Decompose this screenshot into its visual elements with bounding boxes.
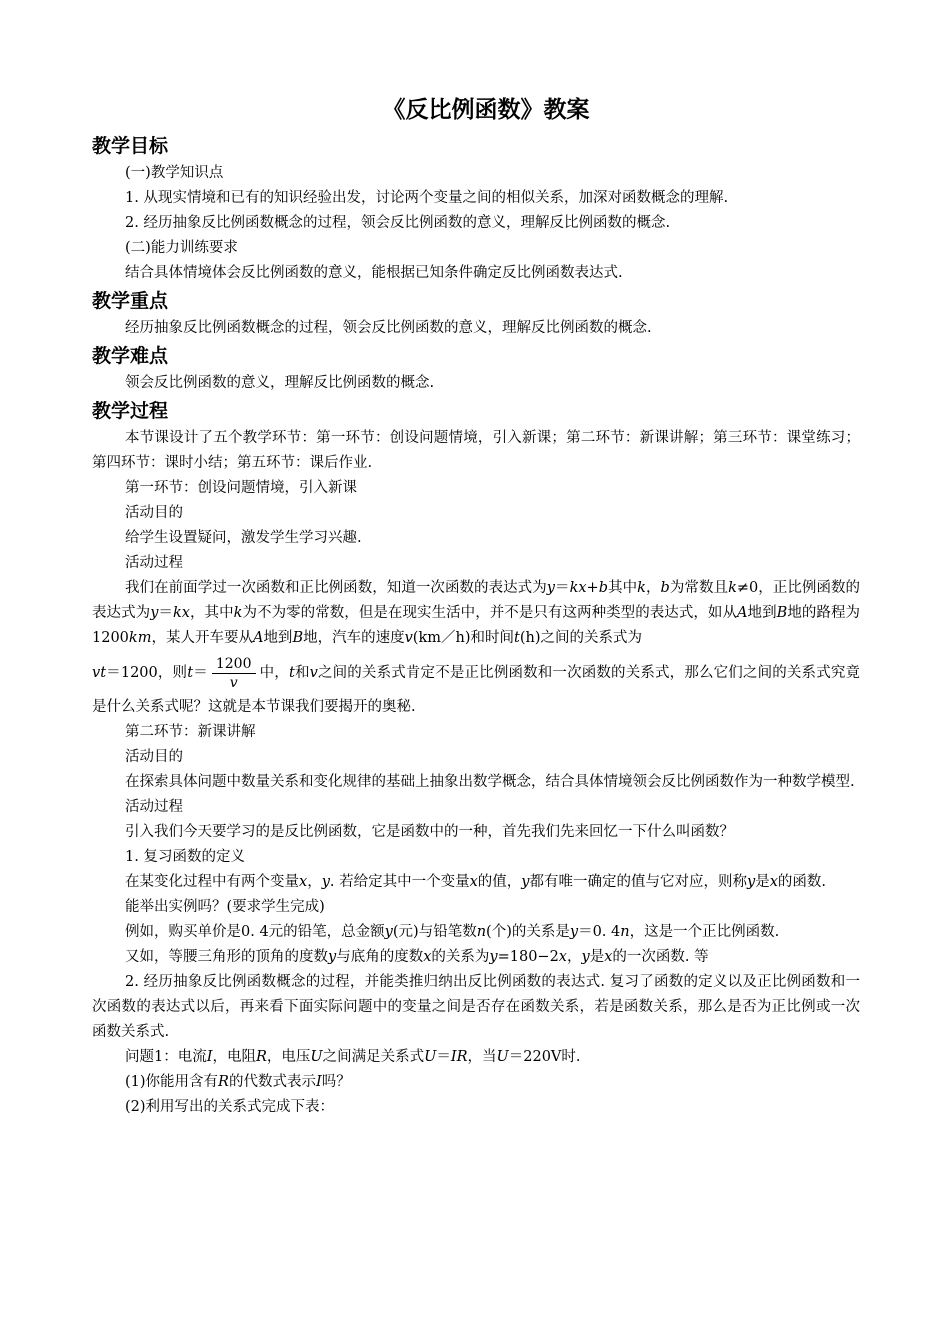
document-title: 《反比例函数》教案: [382, 97, 590, 123]
paragraph-example-triangle: 又如，等腰三角形的顶角的度数y与底角的度数x的关系为y=180−2x，y是x的一次函数. 等: [125, 949, 709, 965]
paragraph: 活动过程: [125, 799, 183, 815]
paragraph: 活动过程: [125, 555, 183, 571]
section-heading-difficulties: 教学难点: [92, 345, 169, 367]
section-heading-objectives: 教学目标: [92, 135, 169, 157]
paragraph: 1. 复习函数的定义: [125, 849, 245, 865]
section-heading-key-points: 教学重点: [92, 290, 169, 312]
paragraph: 在探索具体问题中数量关系和变化规律的基础上抽象出数学概念，结合具体情境领会反比例函数作为一种数学模型.: [125, 774, 855, 790]
paragraph: 2. 经历抽象反比例函数概念的过程，并能类推归纳出反比例函数的表达式. 复习了函数的定义以及正比例函数和一次函数的表达式以后，再来看下面实际问题中的变量之间是否存在函数关系，若是函数关系，那么是否为正比例或一次函数关系式.: [92, 974, 860, 1040]
paragraph: 活动目的: [125, 505, 183, 521]
paragraph-linear-functions: 我们在前面学过一次函数和正比例函数，知道一次函数的表达式为y＝kx+b其中k，b为常数且k≠0，正比例函数的表达式为y＝kx，其中k为不为零的常数，但是在现实生活中，并不是只有这两种类型的表达式，如从A地到B地的路程为1200km，某人开车要从A地到B地，汽车的速度v(km／h)和时间t(h)之间的关系式为: [92, 580, 861, 646]
section-heading-process: 教学过程: [92, 400, 169, 422]
paragraph-function-definition: 在某变化过程中有两个变量x，y. 若给定其中一个变量x的值，y都有唯一确定的值与它对应，则称y是x的函数.: [125, 874, 826, 890]
paragraph: 第一环节：创设问题情境，引入新课: [125, 480, 357, 496]
fraction-1200-over-v: $\frac{1200}{v}$: [212, 655, 256, 692]
paragraph: 1. 从现实情境和已有的知识经验出发，讨论两个变量之间的相似关系，加深对函数概念的理解.: [125, 190, 729, 206]
paragraph-example-pencil: 例如，购买单价是0. 4元的铅笔，总金额y(元)与铅笔数n(个)的关系是y＝0. 4n，这是一个正比例函数.: [125, 924, 780, 940]
paragraph: 能举出实例吗？(要求学生完成): [125, 899, 325, 915]
paragraph-fraction: vt＝1200，则t＝ $\frac{1200}{v}$ 中，t和v之间的关系式肯定不是正比例函数和一次函数的关系式，那么它们之间的关系式究竟是什么关系式呢？这就是本节课我们要揭开的奥秘.: [92, 655, 861, 715]
paragraph-problem-1: 问题1：电流I，电阻R，电压U之间满足关系式U＝IR，当U＝220V时.: [125, 1049, 581, 1065]
paragraph: 引入我们今天要学习的是反比例函数，它是函数中的一种，首先我们先来回忆一下什么叫函数？: [125, 824, 734, 840]
paragraph-question-1: (1)你能用含有R的代数式表示I吗？: [125, 1074, 351, 1090]
paragraph: 给学生设置疑问，激发学生学习兴趣.: [125, 530, 362, 546]
paragraph: 第二环节：新课讲解: [125, 724, 256, 740]
paragraph: 经历抽象反比例函数概念的过程，领会反比例函数的意义，理解反比例函数的概念.: [125, 320, 652, 336]
paragraph: 2. 经历抽象反比例函数概念的过程，领会反比例函数的意义，理解反比例函数的概念.: [125, 215, 671, 231]
paragraph: (2)利用写出的关系式完成下表：: [125, 1099, 335, 1115]
paragraph: 本节课设计了五个教学环节：第一环节：创设问题情境，引入新课；第二环节：新课讲解；第三环节：课堂练习；第四环节：课时小结；第五环节：课后作业.: [92, 430, 860, 471]
paragraph: 领会反比例函数的意义，理解反比例函数的概念.: [125, 375, 435, 391]
paragraph: 结合具体情境体会反比例函数的意义，能根据已知条件确定反比例函数表达式.: [125, 265, 623, 281]
paragraph: (一)教学知识点: [125, 165, 224, 181]
paragraph: (二)能力训练要求: [125, 240, 238, 256]
paragraph: 活动目的: [125, 749, 183, 765]
